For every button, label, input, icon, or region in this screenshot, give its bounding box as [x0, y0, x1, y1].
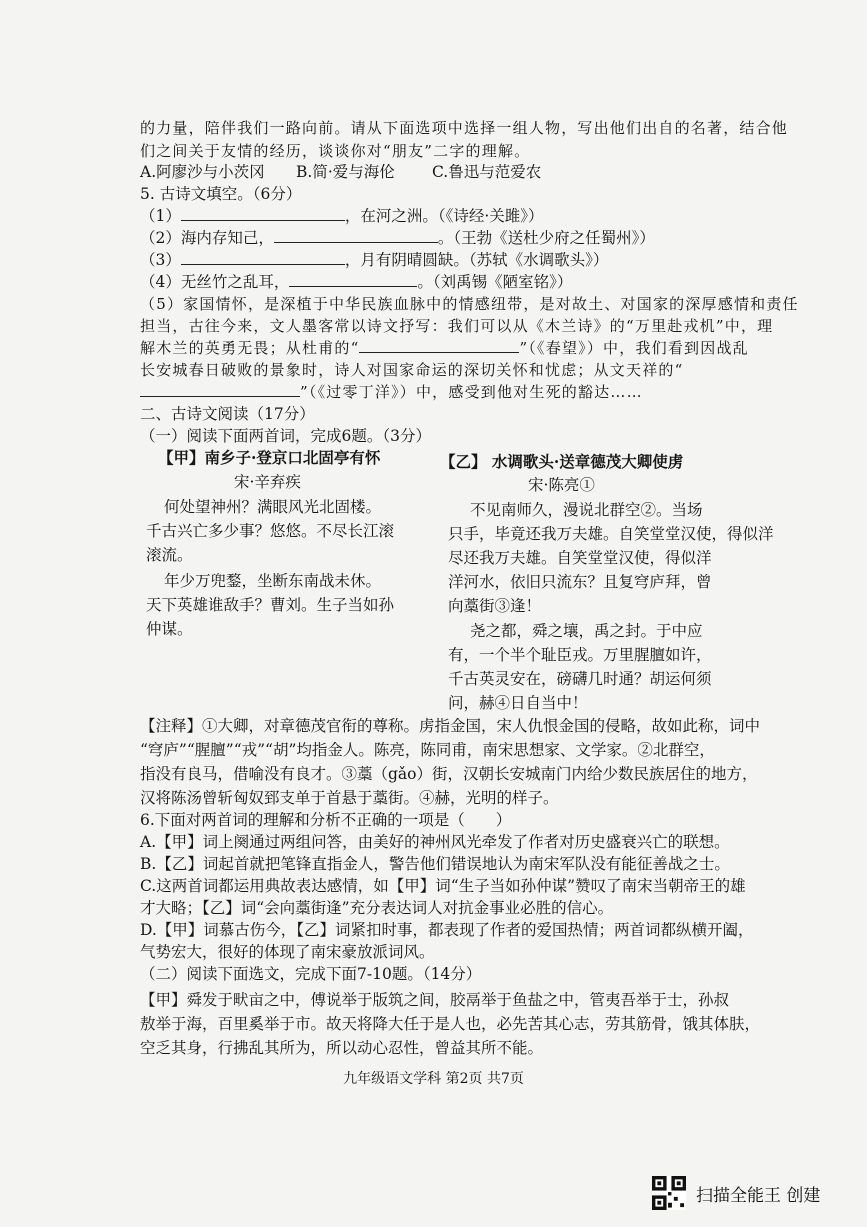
q5-title: 5. 古诗文填空。（6分）	[140, 185, 302, 203]
q6-option-d-cont: 气势宏大，很好的体现了南宋豪放派词风。	[140, 943, 435, 961]
notes-line: 【注释】①大卿，对章德茂官衔的尊称。虏指金国，宋人仇恨金国的侵略，故如此称，词中	[140, 717, 761, 735]
fill-blank[interactable]	[181, 250, 345, 265]
q6-option-d: D.【甲】词慕古伤今，【乙】词紧扣时事，都表现了作者的爱国热情；两首词都纵横开阖，	[140, 921, 754, 939]
fill-blank[interactable]	[289, 272, 417, 287]
poem-b-author: 宋·陈亮①	[528, 476, 595, 494]
q6-stem: 6.下面对两首词的理解和分析不正确的一项是（ ）	[140, 811, 512, 829]
fill-blank[interactable]	[140, 382, 300, 397]
q5-item-5-line: 长安城春日破败的景象时，诗人对国家命运的深切关怀和忧虑；从文天祥的“	[140, 361, 684, 379]
q6-option-b: B.【乙】词起首就把笔锋直指金人，警告他们错误地认为南宋军队没有能征善战之士。	[140, 855, 730, 873]
poem-b-line: 千古英灵安在，磅礴几时通？胡运何须	[448, 670, 712, 688]
poem-a-line: 年少万兜鍪，坐断东南战未休。	[164, 572, 382, 590]
poem-b-line: 不见南师久，漫说北群空②。当场	[470, 501, 703, 519]
q5-item-5-line: （5）家国情怀，是深植于中华民族血脉中的情感纽带，是对故土、对国家的深厚感情和责任	[140, 295, 799, 313]
q4-text-line: 们之间关于友情的经历，谈谈你对“朋友”二字的理解。	[140, 142, 531, 160]
page-footer: 九年级语文学科 第2页 共7页	[343, 1071, 524, 1087]
q6-option-a: A.【甲】词上阕通过两组问答，由美好的神州风光牵发了作者对历史盛衰兴亡的联想。	[140, 833, 730, 851]
notes-line: “穹庐”“腥膻”“戎”“胡”均指金人。陈亮，陈同甫，南宋思想家、文学家。②北群空，	[140, 741, 715, 759]
passage-a-line: 【甲】舜发于畎亩之中，傅说举于版筑之间，胶鬲举于鱼盐之中，管夷吾举于士，孙叔	[140, 991, 730, 1009]
notes-line: 指没有良马，借喻没有良才。③藁（gǎo）街，汉朝长安城南门内给少数民族居住的地方，	[140, 765, 758, 783]
fill-blank[interactable]	[274, 228, 438, 243]
poem-b-line: 洋河水，依旧只流东？且复穹庐拜，曾	[448, 573, 712, 591]
q5-item-3: （3） ，月有阴晴圆缺。（苏轼《水调歌头》）	[140, 251, 609, 269]
q5-item-5-line: 担当，古往今来，文人墨客常以诗文抒写：我们可以从《木兰诗》的“万里赴戎机”中，理	[140, 317, 774, 335]
poem-b-line: 尧之都，舜之壤，禹之封。于中应	[470, 622, 703, 640]
poem-b-line: 有，一个半个耻臣戎。万里腥膻如许，	[448, 646, 712, 664]
fill-blank[interactable]	[359, 338, 519, 353]
poem-b-title: 【乙】 水调歌头·送章德茂大卿使虏	[440, 452, 684, 471]
section-title: 二、古诗文阅读（17分）	[140, 405, 315, 423]
q5-item-5-line: ”（《过零丁洋》）中，感受到他对生死的豁达……	[140, 382, 643, 402]
q4-option-a: A.阿廖沙与小茨冈	[140, 163, 265, 181]
poem-b-line: 问，赫④日自当中！	[448, 694, 588, 712]
q6-option-c: C.这两首词都运用典故表达感情，如【甲】词“生子当如孙仲谋”赞叹了南宋当朝帝王的雄	[140, 877, 746, 895]
passage-a-line: 空乏其身，行拂乱其所为，所以动心忍性，曾益其所不能。	[140, 1039, 544, 1057]
q5-item-5-line: 解木兰的英勇无畏；从杜甫的“ ”（《春望》）中，我们看到因战乱	[140, 339, 749, 357]
q5-item-2: （2）海内存知己， 。（王勃《送杜少府之任蜀州》）	[140, 229, 655, 247]
notes-line: 汉将陈汤曾斩匈奴郅支单于首悬于藁街。④赫，光明的样子。	[140, 789, 559, 807]
part-title: （二）阅读下面选文，完成下面7-10题。（14分）	[140, 965, 482, 983]
q4-option-c: C.鲁迅与范爱农	[432, 163, 542, 181]
watermark-text: 扫描全能王 创建	[696, 1186, 821, 1206]
poem-a-line: 何处望神州？满眼风光北固楼。	[164, 498, 382, 516]
scanner-watermark	[652, 1173, 862, 1213]
fill-blank[interactable]	[181, 206, 345, 221]
q4-text-line: 的力量，陪伴我们一路向前。请从下面选项中选择一组人物，写出他们出自的名著，结合他	[140, 119, 789, 137]
poem-a-line: 滚流。	[146, 546, 193, 564]
poem-a-author: 宋·辛弃疾	[234, 473, 301, 491]
part-title: （一）阅读下面两首词，完成6题。（3分）	[140, 427, 431, 445]
poem-a-title: 【甲】南乡子·登京口北固亭有怀	[158, 448, 381, 467]
poem-b-line: 向藁街③逢！	[448, 597, 542, 615]
q5-item-1: （1） ，在河之洲。（《诗经·关雎》）	[140, 207, 544, 225]
passage-a-line: 敖举于海，百里奚举于市。故天将降大任于是人也，必先苦其心志，劳其筋骨，饿其体肤，	[140, 1015, 761, 1033]
qr-code-icon	[652, 1176, 686, 1210]
q5-item-4: （4）无丝竹之乱耳， 。（刘禹锡《陋室铭》）	[140, 273, 573, 291]
q6-option-c-cont: 才大略；【乙】词“会向藁街逢”充分表达词人对抗金事业必胜的信心。	[140, 899, 614, 917]
poem-b-line: 只手，毕竟还我万夫雄。自笑堂堂汉使，得似洋	[448, 525, 774, 543]
q4-option-b: B.简·爱与海伦	[296, 163, 395, 181]
poem-a-line: 仲谋。	[146, 620, 193, 638]
poem-a-line: 千古兴亡多少事？悠悠。不尽长江滚	[146, 522, 395, 540]
poem-a-line: 天下英雄谁敌手？曹刘。生子当如孙	[146, 596, 395, 614]
poem-b-line: 尽还我万夫雄。自笑堂堂汉使，得似洋	[448, 549, 712, 567]
